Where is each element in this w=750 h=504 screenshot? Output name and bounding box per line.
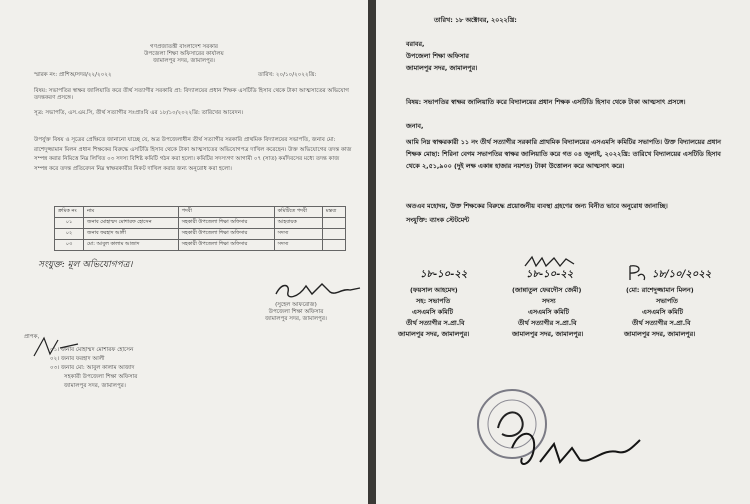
attachment-line: সংযুক্তি: ব্যাংক স্টেটমেন্ট bbox=[406, 216, 470, 224]
officer-title: উপজেলা শিক্ষা অফিসার bbox=[268, 309, 324, 315]
table-cell: সহকারী উপজেলা শিক্ষা অফিসার bbox=[178, 229, 274, 240]
signatory-committee: এসএমসি কমিটি bbox=[642, 308, 683, 316]
recipient-office: জামালপুর সদর, জামালপুর। bbox=[64, 383, 126, 389]
table-header: মন্তব্য bbox=[322, 207, 345, 218]
letter-date: তারিখ: ১৮ অক্টোবর, ২০২২খ্রি: bbox=[434, 16, 517, 24]
signatory-school: তীর্থ সত্যাগীর স.প্রা.বি bbox=[406, 319, 465, 327]
table-row bbox=[55, 240, 346, 251]
body-paragraph: আমি নিম্ন স্বাক্ষরকারী ১১ নং তীর্থ সত্যাগীর সরকারি প্রাথমিক বিদ্যালয়ের এসএমসি কমিটির সভাপতি। উক্ত বিদ্যালয়ের প্রধান শিক্ষক মোছা: শিরিনা বেগম সভাপতির স্বাক্ষর জালিয়াতি করে গত ০৪ জুলাই, ২০২২খ্রি: তারিখে বিদ্যালয়ের এসটিডি হিসাব থেকে ২,৫১,৯০০ (দুই লক্ষ একান্ন হাজার নয়শত) টাকা উত্তোলন করে আত্মসাৎ করে। bbox=[406, 138, 721, 170]
table-cell: সদস্য bbox=[274, 229, 322, 240]
officer-name: (সুহেল আফরোজ) bbox=[275, 302, 317, 308]
to-office: উপজেলা শিক্ষা অফিসার bbox=[406, 52, 469, 60]
table-cell: সহকারী উপজেলা শিক্ষা অফিসার bbox=[178, 240, 274, 251]
recipient-title: সহকারী উপজেলা শিক্ষা অফিসার bbox=[64, 374, 138, 380]
signatory-name: (ফয়সাল আহমেদ) bbox=[410, 286, 458, 294]
table-cell: ০১ bbox=[55, 218, 84, 229]
table-header: কমিটিতে পদবী bbox=[274, 207, 322, 218]
table-header: নাম bbox=[84, 207, 179, 218]
recipient-2: ০২। জনাব ফরহাদ আলী bbox=[50, 356, 105, 362]
request-line: অতএব মহোদয়, উক্ত শিক্ষকের বিরুদ্ধে প্রয়োজনীয় ব্যবস্থা গ্রহণের জন্য বিনীত ভাবে অনুরোধ জানাচ্ছি। bbox=[406, 202, 668, 210]
signatory-committee: এসএমসি কমিটি bbox=[412, 308, 453, 316]
table-cell: ০২ bbox=[55, 229, 84, 240]
signature-date: ১৮-১০-২২ bbox=[526, 269, 574, 280]
table-cell: সদস্য bbox=[274, 240, 322, 251]
handwritten-attachment-note: সংযুক্ত: মূল অভিযোগপত্র। bbox=[38, 260, 133, 270]
table-cell: ০৩ bbox=[55, 240, 84, 251]
to-label: বরাবর, bbox=[406, 40, 425, 48]
table-cell: মো: আবুল কালাম আজাদ bbox=[84, 240, 179, 251]
signatory-name: (মো: রাশেদুজ্জামান মিলন) bbox=[626, 286, 694, 294]
signatory-school: তীর্থ সত্যাগীর স.প্রা.বি bbox=[632, 319, 691, 327]
table-row bbox=[55, 229, 346, 240]
table-cell: জনাব ফরহাদ আলী bbox=[84, 229, 179, 240]
salutation: জনাব, bbox=[406, 122, 424, 130]
member-signature-icon bbox=[522, 254, 578, 270]
table-row bbox=[55, 218, 346, 229]
signatory-place: জামালপুর সদর, জামালপুর। bbox=[398, 330, 470, 338]
officer-office: জামালপুর সদর, জামালপুর। bbox=[265, 316, 327, 322]
to-address: জামালপুর সদর, জামালপুর। bbox=[406, 64, 478, 72]
table-header: ক্রমিক নং bbox=[55, 207, 84, 218]
table-header: পদবী bbox=[178, 207, 274, 218]
recipient-3: ০৩। জনাব মো: আবুল কালাম আজাদ bbox=[50, 365, 135, 371]
header-line-2: উপজেলা শিক্ষা অফিসারের কার্যালয় bbox=[144, 51, 224, 57]
signatory-place: জামালপুর সদর, জামালপুর। bbox=[512, 330, 584, 338]
signatory-name: (জান্নাতুল ফেরদৌস জেমী) bbox=[512, 286, 582, 294]
table-cell: জনাব মোহাম্মদ মোশারফ হোসেন bbox=[84, 218, 179, 229]
signatory-school: তীর্থ সত্যাগীর স.প্রা.বি bbox=[518, 319, 577, 327]
committee-table bbox=[54, 206, 346, 251]
large-signature-icon bbox=[506, 418, 646, 488]
signatory-role: সহ: সভাপতি bbox=[416, 297, 451, 305]
signature-date: ১৮-১০-২২ bbox=[420, 269, 468, 280]
table-cell bbox=[322, 229, 345, 240]
table-cell bbox=[322, 240, 345, 251]
table-cell: আহবায়ক bbox=[274, 218, 322, 229]
page-gap bbox=[368, 0, 376, 504]
recipients-label: প্রাপক, bbox=[24, 334, 40, 340]
signatory-place: জামালপুর সদর, জামালপুর। bbox=[624, 330, 696, 338]
official-letter-page bbox=[0, 0, 368, 504]
header-line-3: জামালপুর সদর, জামালপুর। bbox=[153, 58, 215, 64]
signatory-committee: এসএমসি কমিটি bbox=[528, 308, 569, 316]
memo-date: তারিখ: ২০/১০/২০২২খ্রি: bbox=[258, 72, 317, 78]
complaint-letter-page bbox=[376, 0, 750, 504]
officer-signature-icon bbox=[272, 278, 364, 302]
table-cell: সহকারী উপজেলা শিক্ষা অফিসার bbox=[178, 218, 274, 229]
body-paragraph: উপর্যুক্ত বিষয় ও সূত্রের প্রেক্ষিতে জানানো যাচ্ছে যে, অত্র উপজেলাধীন তীর্থ সত্যাগীর সরকারি প্রাথমিক বিদ্যালয়ের সভাপতি, জনাব মো: রাশেদুজ্জামান মিলন প্রধান শিক্ষকের বিরুদ্ধে এসটিডি হিসাব থেকে টাকা আত্মসাতের অভিযোগপত্র দাখিল করেছেন। উক্ত অভিযোগের তদন্ত কাজ সম্পন্ন করার নিমিত্তে নিম্ন লিখিত ০৩ সদস্য বিশিষ্ট কমিটি গঠন করা হলো। কমিটির সদস্যগণ আগামী ০৭ (সাত) কর্মদিবসের মধ্যে তদন্ত কাজ সম্পন্ন করে তদন্ত প্রতিবেদন নিম্ন স্বাক্ষরকারীর নিকট দাখিল করার জন্য অনুরোধ করা হলো। bbox=[34, 137, 352, 172]
signatory-role: সভাপতি bbox=[656, 297, 678, 305]
table-cell bbox=[322, 218, 345, 229]
signature-date: ১৮/১০/২০২২ bbox=[652, 269, 712, 280]
header-line-1: গণপ্রজাতন্ত্রী বাংলাদেশ সরকার bbox=[150, 44, 218, 50]
president-signature-icon bbox=[626, 262, 650, 282]
memo-number: স্মারক নং: প্রাশিঅ/সদর/২২/২০২২ bbox=[34, 72, 112, 78]
subject-line: বিষয়: সভাপতির স্বাক্ষর জালিয়াতি করে তীর্থ সত্যাগীর সরকারি প্রা: বিদ্যালয়ের প্রধান শিক্ষক এসটিডি হিসাব থেকে টাকা আত্মসাতের অভিযোগ তদন্তকরণ প্রসঙ্গে। bbox=[34, 88, 349, 101]
reference-line: সূত্র: সভাপতি, এস.এম.সি, তীর্থ সত্যাগীর সঃপ্রাঃবি এর ১৮/১০/২০২২খ্রি: তারিখের আবেদন। bbox=[34, 110, 244, 116]
table-header-row bbox=[55, 207, 346, 218]
recipient-1: ০১। জনাব মোহাম্মদ মোশারফ হোসেন bbox=[50, 347, 134, 353]
signatory-role: সদস্য bbox=[542, 297, 556, 305]
subject-line: বিষয়: সভাপতির স্বাক্ষর জালিয়াতি করে বিদ্যালয়ের প্রধান শিক্ষক এসটিডি হিসাব থেকে টাকা আত্মসাৎ প্রসঙ্গে। bbox=[406, 98, 686, 106]
